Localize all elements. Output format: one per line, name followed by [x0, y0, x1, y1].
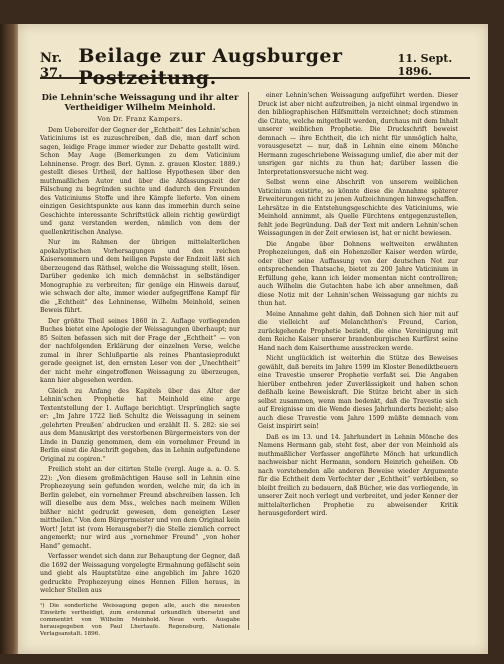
- right-column: [258, 92, 458, 632]
- paragraph: Nur im Rahmen der übrigen mittelalterlichen apokalyptischen Vorhersagungen und den reichen Kaisersommern und dem heiligen Papste der Endzeit läßt sich überzeugend das Räthsel, welche die Weissagung stellt, lösen. Darüber gedenke ich mich demnächst in selbständiger Monographie zu verbreiten; für genüge ein Hinweis darauf, wie schwach der alte, immer wieder aufgegriffene Kampf für die „Echtheit“ des Lehninense, Wilhelm Meinhold, seinen Beweis führt.: [40, 239, 240, 314]
- issue-number: Nr. 37.: [40, 51, 63, 81]
- issue-date: 11. Sept. 1896.: [397, 52, 453, 78]
- paragraph: Verfasser wendet sich dann zur Behauptung der Gegner, daß die 1692 der Weissagung vorgelegte Ermahnung gefälscht sein und giebt als Hauptstütze eine angeblich im Jahre 1620 gedruckte Prophezeyung eines Hennen Fillen heraus, in welcher Stellen aus: [40, 553, 240, 594]
- paragraph: Freilich steht an der citirten Stelle (vergl. Auge a. a. O. S. 22): „Von diesem großmächtigen Hause soll in Lehnin eine Prophezeyung sein gefunden worden, welche mir, da ich in Berlin gelebet, ein vornehmer Freund abschreiben lassen. Ich will dieselbe aus dem Mss., welches nach meinem Willen bißher nicht gedruckt gewesen, dem geneigten Leser mittheilen.“ Von dem Bürgermeister und von dem Original kein Wort! Jetzt ist (vom Herausgeber?) die Stelle ziemlich correct angemerkt; nur wird aus „vornehmer Freund“ „von hoher Hand“ gemacht.: [40, 466, 240, 550]
- paragraph: Dem Uebereifer der Gegner der „Echtheit“ des Lehnin'schen Vaticiniums ist es zuzuschreiben, daß die, man darf schon sagen, leidige Frage immer wieder zur Debatte gestellt wird. Schon May Auge (Bemerkungen zu dem Vaticinium Lehninense. Progr. des Berl. Gymn. z. grauen Kloster. 1889.) gestellt dieses Urtheil, der haltlose Hypothesen über den muthmaßlichen Autor und über die Abfassungszeit der Fälschung zu begründen suchte und dadurch den Freunden des Vaticiniums Stoffe und ihre Kämpfe lieferte. Von einem einzigen Gesichtspunkte aus kann das immerhin durch seine Geschichte interessante Schriftstück allein richtig gewürdigt und ganz verstanden werden, nämlich von dem der quellenkritischen Analyse.: [40, 126, 241, 236]
- footnote: ¹) Die sonderliche Weissagung gegen alle, auch die neuesten Einwürfe vertheidigt, zum erstenmal urkundlich übersetzt und commentirt von Wilhelm Meinhold. Neue verb. Ausgabe herausgegeben von Paul Lhertaufe. Regensburg, Nationale Verlagsanstalt. 1896.: [40, 599, 240, 639]
- paragraph: Selbst wenn eine Abschrift von unserem weiblichen Vaticinium existirte, so könnte diese die Annahme späterer Erweiterungen nicht zu jenen Aufzeichnungen hinwegschaffen. Lehrsätze in die Entstehungsgeschichte des Vaticiniums, wie Meinhold annimmt, als Quelle Fürchtens entgegenzustellen, fehlt jede Begründung. Daß der Text mit andern Lehnin'schen Weissagungen in der Zeit erwiesen ist, hat er nicht bewiesen.: [258, 179, 458, 237]
- paragraph: Daß es im 13. und 14. Jahrhundert in Lehnin Mönche des Namens Hermann gab, steht fest, aber der von Meinhold als muthmaßlicher Verfasser angeführte Mönch hat urkundlich nachweisbar nicht Hermann, sondern Heinrich geheißen. Ob nach vorstehenden alle anderen Beweise wieder Argumente für die Echtheit dem Verfechter der „Echtheit“ verbleiben, so bleibt freilich zu bedauern, daß Bücher, wie das vorliegende, in unserer Zeit noch verlegt und verbreitet, und jeder Kenner der mittelalterlichen Prophetie zu abweisender Kritik herausgefordert wird.: [258, 433, 458, 517]
- paragraph: einer Lehnin'schen Weissagung aufgeführt werden. Dieser Druck ist aber nicht aufzutreiben, ja nicht einmal irgendwo in den bibliographischen Hilfsmitteln verzeichnet; doch stimmen die Citate, welche mitgetheilt werden, durchaus mit dem Inhalt unserer weiblichen Prophetie. Die Druckschrift beweist demnach — ihre Echtheit, die ich nicht für unmöglich halte, vorausgesetzt — nur, daß in Lehnin eine einem Mönche Hermann zugeschriebene Weissagung umlief, die aber mit der unsrigen gar nichts zu thun hat; darüber lassen die Interpretationsversuche nicht weg.: [258, 92, 459, 176]
- paragraph: Die Angabe über Dohnens weltweiten erwähnten Prophezeiungen, daß ein Hohenzoller Kaiser werden würde, oder über seine Auffassung von der deutschen Not zur entsprechenden Thatsache, bietet zu 200 Jahre Vaticinium in Erfüllung gehe, kann ich leider momentan nicht controlliren; auch Wilhelm die Gutachten habe ich aber annehmen, daß diese Notiz mit der Lehnin'schen Weissagung gar nichts zu thun hat.: [258, 240, 458, 307]
- paragraph: Meine Annahme geht dahin, daß Dohnen sich hier mit auf die vielleicht auf Melanchthon's Freund, Carion, zurückgehende Prophetie bezieht, die eine Vereinigung mit dem Reiche Kaiser unserer brandenburgischen Kurfürst seine Hand nach dem Kaiserthume ausstrecken werde.: [258, 310, 458, 352]
- article-title: Die Lehnin'sche Weissagung und ihr alter Vertheidiger Wilhelm Meinhold.: [41, 92, 239, 112]
- left-column: [40, 92, 241, 638]
- paragraph: Gleich zu Anfang des Kapitels über das Alter der Lehnin'schen Prophetie hat Meinhold eine arge Textentstellung der 1. Auflage berichtigt. Ursprünglich sagte er: „Im Jahre 1722 ließ Schultz die Weissagung in seinem ‚gelehrten Preußen‘ abdrucken und erzählt II. S. 282: sie sei aus dem Manuskript des verstorbenen Bürgermeisters von der Linde in Danzig genommen, dem ein vornehmer Freund in Berlin einst die Abschrift gegeben, das in Lehnin aufgefundene Original zu copiren.“: [40, 387, 240, 463]
- page-header: [40, 45, 470, 89]
- column-divider: [248, 92, 249, 630]
- paragraph: Nicht unglücklich ist weiterhin die Stütze des Beweises gewählt, daß bereits im Jahre 1599 im Kloster Benediktbeuern eine Travestie unserer Prophetie verfaßt sei. Die Angaben hierüber entbehren jeder Zuverlässigkeit und haben schon deßhalb keine Beweiskraft. Die Stütze bricht aber in sich selbst zusammen, wenn man bedenkt, daß die Travestie sich auf Ereignisse um die Wende dieses Jahrhunderts bezieht; also auch diese Travestie vom Jahre 1599 müßte demnach vom Geist inspirirt sein!: [258, 355, 458, 430]
- article-byline: Von Dr. Franz Kampers.: [97, 115, 183, 123]
- newspaper-title: Beilage zur Augsburger Postzeitung.: [78, 45, 343, 89]
- paragraph: Der größte Theil seines 1860 in 2. Auflage vorliegenden Buches bietet eine Apologie der Weissagungen überhaupt; nur 85 Seiten befassen sich mit der Frage der „Echtheit“ — von der nachfolgenden Erklärung der einzelnen Verse, welche zumal in ihrer Schlußpartie als reines Phantasieprodukt gerade geeignet ist, den ernsten Leser von der „Unechtheit“ der nicht mehr eingetroffenen Weissagung zu überzeugen, kann hier abgesehen werden.: [40, 317, 240, 384]
